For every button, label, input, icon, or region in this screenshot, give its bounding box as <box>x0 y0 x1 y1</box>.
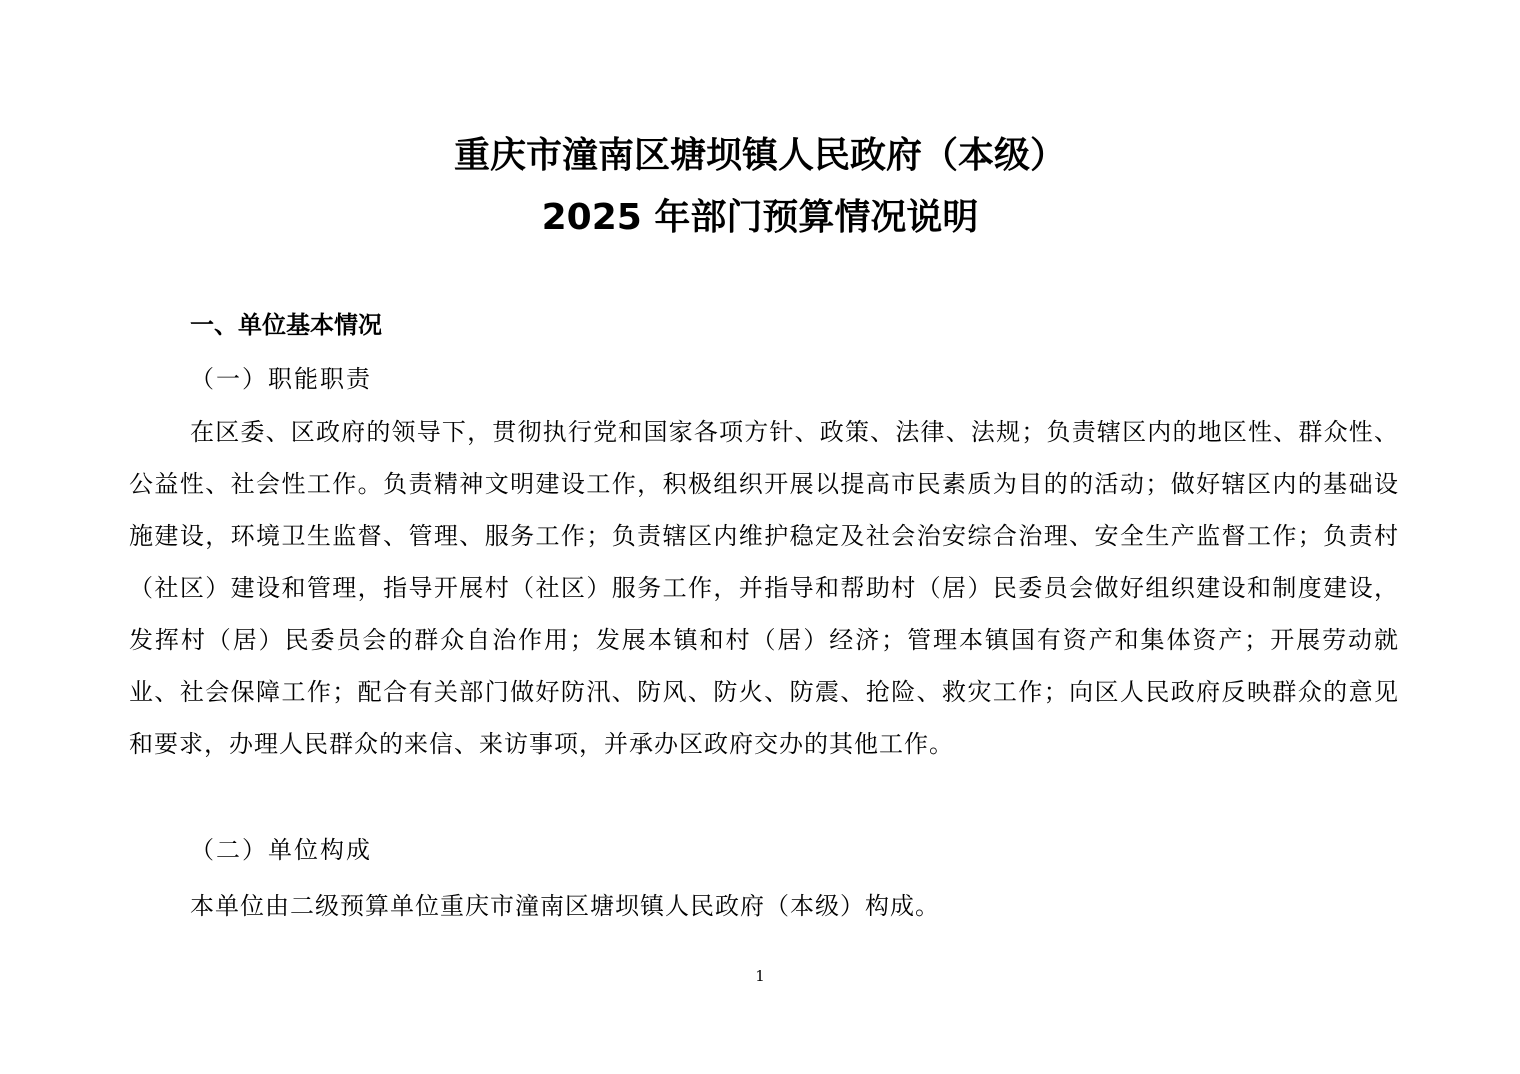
subsection-heading-composition: （二）单位构成 <box>190 836 372 864</box>
subsection-heading-functions: （一）职能职责 <box>190 365 372 393</box>
document-title-line-1: 重庆市潼南区塘坝镇人民政府（本级） <box>453 135 1066 176</box>
page-number: 1 <box>755 967 765 985</box>
functions-paragraph: 在区委、区政府的领导下，贯彻执行党和国家各项方针、政策、法律、法规；负责辖区内的地区性、群众性、公益性、社会性工作。负责精神文明建设工作，积极组织开展以提高市民素质为目的的活动；做好辖区内的基础设施建设，环境卫生监督、管理、服务工作；负责辖区内维护稳定及社会治安综合治理、安全生产监督工作；负责村（社区）建设和管理，指导开展村（社区）服务工作，并指导和帮助村（居）民委员会做好组织建设和制度建设，发挥村（居）民委员会的群众自治作用；发展本镇和村（居）经济；管理本镇国有资产和集体资产；开展劳动就业、社会保障工作；配合有关部门做好防汛、防风、防火、防震、抢险、救灾工作；向区人民政府反映群众的意见和要求，办理人民群众的来信、来访事项，并承办区政府交办的其他工作。 <box>129 418 1399 758</box>
section-heading-basic-info: 一、单位基本情况 <box>190 311 382 339</box>
document-title-line-2: 2025 年部门预算情况说明 <box>541 197 979 238</box>
composition-paragraph: 本单位由二级预算单位重庆市潼南区塘坝镇人民政府（本级）构成。 <box>190 892 940 920</box>
